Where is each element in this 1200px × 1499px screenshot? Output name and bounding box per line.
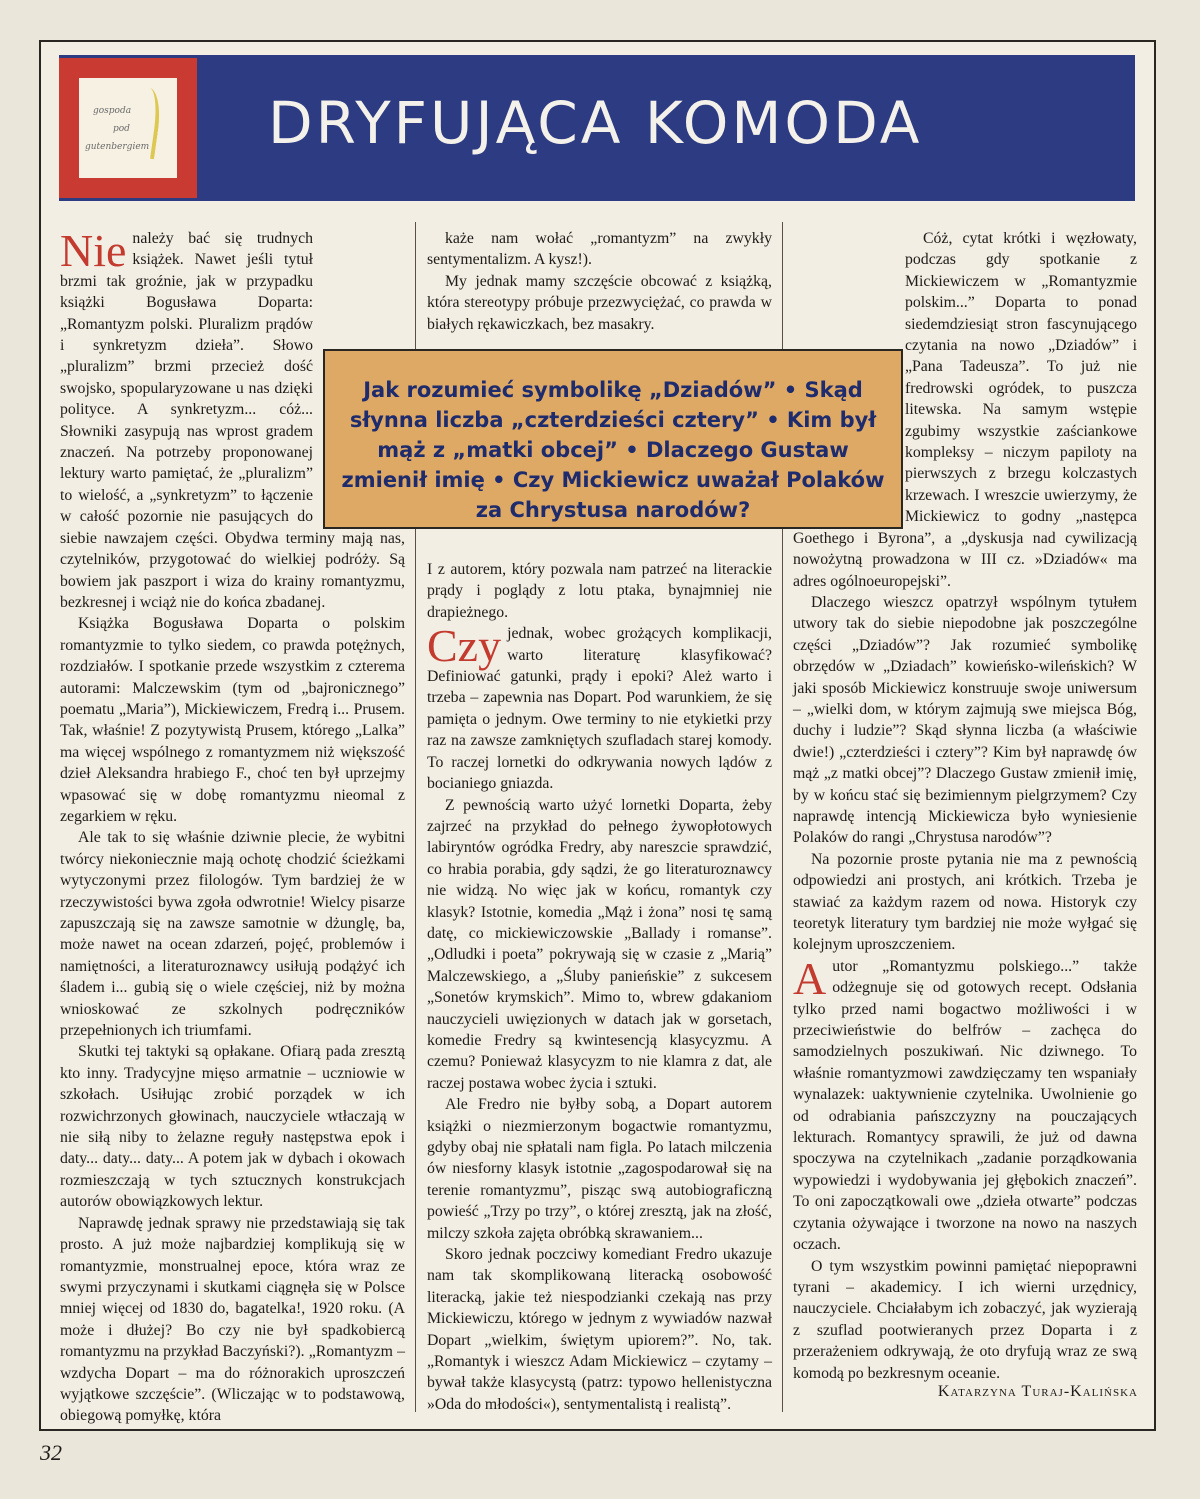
- paragraph: Na pozornie proste pytania nie ma z pewnością odpowiedzi ani prostych, ani krótkich. Trzeba je stawiać za każdym razem od nowa. Historyk czy teoretyk literatury tym bardziej nie może wyłgać się kolejnym uproszczeniem.: [793, 850, 1137, 954]
- logo-card: [79, 78, 177, 178]
- paragraph: należy bać się trudnych książek. Nawet jeśli tytuł brzmi tak groźnie, jak w przypadku książki Bogusława Doparta: „Romantyzm polski. Pluralizm prądów i synkretyzm dzieła”. Słowo „pluralizm” brzmi przecież dość swojsko, spopularyzowane u nas dzięki polityce. A synkretyzm... cóż... Słowniki zasypują nas wprost gradem znaczeń. Na potrzeby proponowanej lektury warto pamiętać, że „pluralizm” to wielość, a „synkretyzm” to łączenie w całość pozornie nie pasujących do siebie nawzajem części. Obydwa terminy mają nas, czytelników, przygotować do wielkiej podróży. Są bowiem jak paszport i wiza do krainy romantyzmu, bezkresnej i wciąż nie do końca zbadanej.: [60, 230, 405, 611]
- paragraph: każe nam wołać „romantyzm” na zwykły sentymentalizm. A kysz!).: [427, 230, 772, 269]
- paragraph: O tym wszystkim powinni pamiętać niepoprawni tyrani – akademicy. I ich wierni urzędnicy, nauczyciele. Chciałabym ich zobaczyć, jak wyzierają z szuflad pootwieranych przez Doparta i z przerażeniem odkrywają, że oto dryfują wraz ze swą komodą po bezkresnym oceanie.: [793, 1257, 1137, 1382]
- page-title: DRYFUJĄCA KOMODA: [268, 89, 923, 157]
- author-byline: Katarzyna Turaj-Kalińska: [937, 1383, 1138, 1400]
- logo-line-2: pod: [113, 124, 130, 134]
- logo: [59, 58, 197, 198]
- pull-quote: Jak rozumieć symbolikę „Dziadów” • Skąd słynna liczba „czterdzieści cztery” • Kim był mąż z „matki obcej” • Dlaczego Gustaw zmienił imię • Czy Mickiewicz uważał Polaków za Chrystusa narodów?: [323, 349, 903, 529]
- paragraph: Książka Bogusława Doparta o polskim romantyzmie to tylko siedem, co prawda potężnych, rozdziałów. I spotkanie przede wszystkim z czterema autorami: Malczewskim (tym od „bajronicznego” poematu „Maria”), Mickiewiczem, Fredrą i... Prusem. Tak, właśnie! Z pozytywistą Prusem, którego „Lalka” ma więcej wspólnego z romantyzmem niż większość dzieł Aleksandra hrabiego F., choć ten był uprzejmy wpasować się w dobę romantyzmu nieomal z zegarkiem w ręku.: [60, 615, 405, 825]
- dropcap: A: [793, 952, 827, 1004]
- paragraph: Cóż, cytat krótki i węzłowaty, podczas gdy spotkanie z Mickiewiczem w „Romantyzmie polskim...” Doparta to ponad siedemdziesiąt stron fascynującego czytania na nowo „Dziadów” i „Pana Tadeusza”. To już nie fredrowski ogródek, to puszcza litewska. Na samym wstępie zgubimy wszystkie zaściankowe kompleksy – niczym papiloty na pierwszych z brzegu kolczastych krzewach. I wreszcie uwierzymy, że Mickiewicz to godny „następca Goethego i Byrona”, a „dyskusja nad cywilizacją nowożytną prowadzona w III cz. »Dziadów« ma adres ogólnoeuropejski”.: [793, 230, 1137, 590]
- logo-line-3: gutenbergiem: [85, 142, 150, 152]
- logo-line-1: gospoda: [93, 106, 132, 116]
- header-band: [59, 55, 1135, 201]
- paragraph: Naprawdę jednak sprawy nie przedstawiają się tak prosto. A już może najbardziej komplikują się w romantyzmie, monstrualnej epoce, która wraz ze swymi przyczynami i skutkami ciągnęła się w Polsce mniej więcej od 1830 do, bagatelka!, 1920 roku. (A może i dłużej? Bo czy nie był spadkobiercą romantyzmu na przykład Baczyński?). „Romantyzm – wzdycha Dopart – ma do różnorakich uproszczeń wyjątkowe szczęście”. (Wliczając w to podstawową, obiegową pomyłkę, która: [60, 1214, 405, 1425]
- paragraph: Ale Fredro nie byłby sobą, a Dopart autorem książki o niezmierzonym bogactwie romantyzmu, gdyby obaj nie spłatali nam figla. Po latach milczenia ów niesforny klasyk istotnie „zagospodarował się na terenie romantyzmu”, pisząc swą autobiograficzną powieść „Trzy po trzy”, o której zresztą, jak na złość, milczy szkoła zajęta obróbką skrawaniem...: [427, 1096, 772, 1242]
- paragraph: Dlaczego wieszcz opatrzył wspólnym tytułem utwory tak do siebie niepodobne jak poszczególne części „Dziadów”? Jak rozumieć symbolikę obrzędów w „Dziadach” kowieńsko-wileńskich? W jaki sposób Mickiewicz konstruuje swoje uniwersum – „wielki dom, w którym zajmują swe miejsca Bóg, duchy i ludzie”? Skąd słynna liczba (a właściwie dwie!) „czterdzieści i cztery”? Kim był naprawdę ów mąż „z matki obcej”? Dlaczego Gustaw zmienił imię, by w końcu stać się bezimiennym pielgrzymem? Czy naprawdę intencją Mickiewicza było wyniesienie Polaków do rangi „Chrystusa narodów”?: [793, 593, 1137, 847]
- paragraph: Ale tak to się właśnie dziwnie plecie, że wybitni twórcy niekoniecznie mają ochotę chodzić ścieżkami wytyczonymi przez filologów. Tym bardziej że w rzeczywistości bywa zgoła odwrotnie! Wielcy pisarze zapuszczają się na zawsze samotnie w dżunglę, ba, może nawet na ocean zdarzeń, pojęć, problemów i namiętności, a literaturoznawcy usiłują podążyć ich śladem i... gubią się o wiele częściej, niż by można wnioskować ze szkolnych podręczników przepełnionych ich triumfami.: [60, 829, 405, 1040]
- paragraph: Z pewnością warto użyć lornetki Doparta, żeby zajrzeć na przykład do pełnego żywopłotowych labiryntów ogródka Fredry, aby nareszcie sprawdzić, co hrabia porabia, gdy sądzi, że go literaturoznawcy nie widzą. No więc jak w końcu, romantyk czy klasyk? Istotnie, komedia „Mąż i żona” nosi tę samą datę, co mickiewiczowskie „Ballady i romanse”. „Odludki i poeta” pokrywają się w czasie z „Marią” Malczewskiego, a „Śluby panieńskie” z sukcesem „Sonetów krymskich”. Mimo to, wbrew gdakaniom nauczycieli uwięzionych w datach jak w gorsetach, komedie Fredry są kwintesencją klasycyzmu. A czemu? Ponieważ klasycyzm to nie klamra z dat, ale raczej postawa wobec życia i sztuki.: [427, 796, 772, 1092]
- paragraph: jednak, wobec grożących komplikacji, warto literaturę klasyfikować? Definiować gatunki, prądy i epoki? Ależ warto i trzeba – zapewnia nas Dopart. Pod warunkiem, że się pamięta o jednym. Owe terminy to nie etykietki przy raz na zawsze zamkniętych szufladach starej komody. To raczej lornetki do odkrywania nowych lądów z bocianiego gniazda.: [427, 625, 772, 793]
- paragraph: utor „Romantyzmu polskiego...” także odżegnuje się od gotowych recept. Odsłania tylko przed nami bogactwo możliwości i w przeciwieństwie do belfrów – zachęca do samodzielnych poszukiwań. Nic dziwnego. To właśnie romantyzmowi zawdzięczamy ten wspaniały wynalazek: uaktywnienie czytelnika. Uwolnienie go od odrabiania pańszczyzny na pouczających lekturach. Romantycy sprawili, że już od dawna spoczywa na czytelnikach „zadanie porządkowania wypowiedzi i wydobywania jej głębokich znaczeń”. To oni zapoczątkowali owe „dzieła otwarte” podczas czytania ożywające i tworzone na nowo na naszych oczach.: [793, 957, 1137, 1254]
- paragraph: Skutki tej taktyki są opłakane. Ofiarą pada zresztą kto inny. Tradycyjne mięso armatnie – uczniowie w szkołach. Usiłując zrobić porządek w ich rozwichrzonych głowinach, nauczyciele wtłaczają w nie siłą niby to żelazne reguły następstwa epok i daty... daty... daty... A potem jak w dybach i okowach rozmieszczają w tych sztucznych konstrukcjach autorów obowiązkowych lektur.: [60, 1043, 405, 1211]
- paragraph: My jednak mamy szczęście obcować z książką, która stereotypy próbuje przezwyciężać, co prawda w białych rękawiczkach, bez masakry.: [427, 272, 772, 333]
- paragraph: Skoro jednak poczciwy komediant Fredro ukazuje nam tak skomplikowaną literacką osobowość literacką, jakie też niespodzianki czekają nas przy Mickiewiczu, którego w jednym z wywiadów nazwał Dopart „wielkim, świętym upiorem?”. No, tak. „Romantyk i wieszcz Adam Mickiewicz – czytamy – bywał także klasycystą (patrz: typowo hellenistyczna »Oda do młodości«), sentymentalistą i realistą”.: [427, 1246, 772, 1413]
- dropcap: Nie: [60, 225, 127, 276]
- page-number: 32: [40, 1440, 62, 1465]
- paragraph: I z autorem, który pozwala nam patrzeć na literackie prądy i poglądy z lotu ptaka, bynajmniej nie drapieżnego.: [427, 561, 772, 621]
- dropcap: Czy: [427, 620, 502, 672]
